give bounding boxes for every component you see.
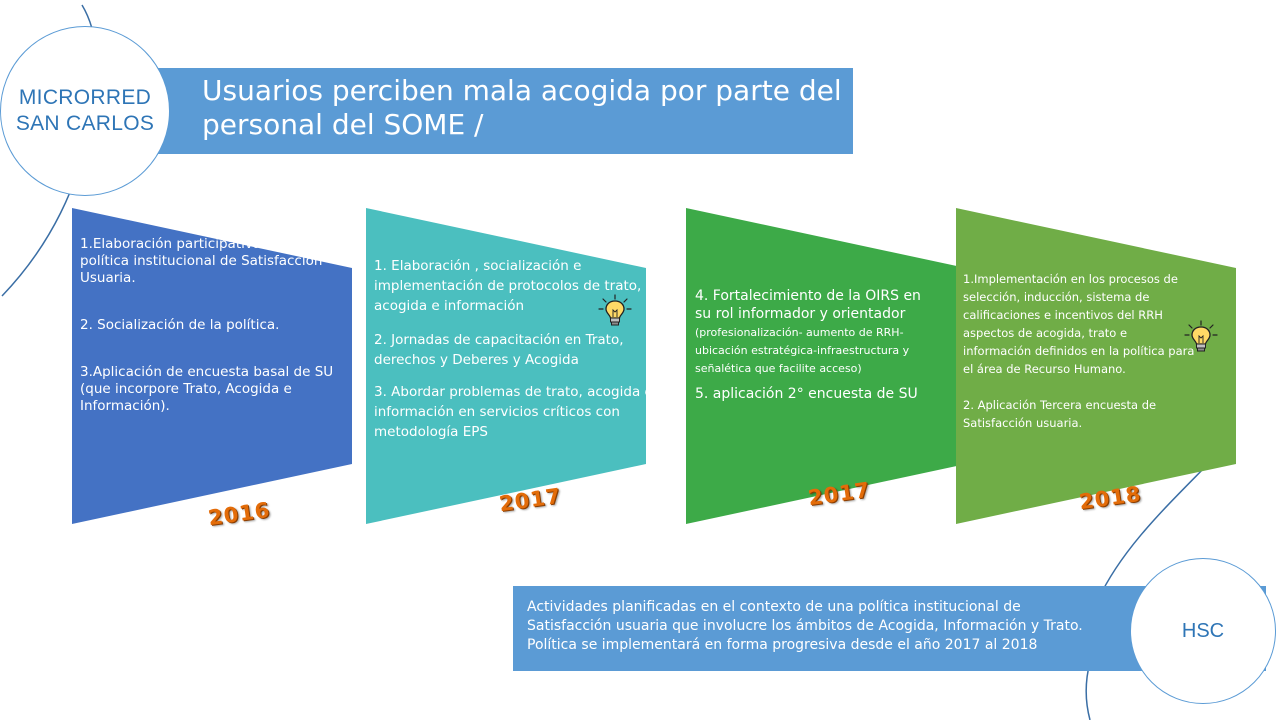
summary-line-1: Actividades planificadas en el contexto de una política institucional de bbox=[527, 599, 1021, 615]
year-label-2017a: 2017 bbox=[497, 483, 563, 517]
year-label-2018: 2018 bbox=[1077, 481, 1143, 515]
org-circle-badge bbox=[0, 26, 170, 196]
panel-2018-item-2: 2. Aplicación Tercera encuesta de Satisfacción usuaria. bbox=[963, 398, 1157, 430]
hsc-circle-badge bbox=[1130, 558, 1276, 704]
year-label-2017b: 2017 bbox=[806, 477, 872, 511]
panel-2017b-content bbox=[695, 287, 927, 403]
lightbulb-icon bbox=[1184, 320, 1218, 354]
panel-2017a-content bbox=[374, 256, 660, 442]
panel-2017b-item-2: 5. aplicación 2° encuesta de SU bbox=[695, 386, 918, 402]
panel-2016-item-1: 1.Elaboración participativa de un política institucional de Satisfacción Usuaria. bbox=[80, 236, 323, 286]
lightbulb-icon bbox=[598, 294, 632, 328]
panel-2017a-item-1: 1. Elaboración , socialización e implementación de protocolos de trato, acogida e información bbox=[374, 258, 642, 314]
summary-line-3: Política se implementará en forma progresiva desde el año 2017 al 2018 bbox=[527, 637, 1038, 653]
panel-2017a-item-3: 3. Abordar problemas de trato, acogida e información en servicios críticos con metodología EPS bbox=[374, 384, 653, 440]
hsc-label: HSC bbox=[1181, 619, 1225, 642]
org-label-line-1: MICRORRED bbox=[18, 86, 152, 109]
panel-2016-content bbox=[80, 236, 338, 415]
panel-2018-content bbox=[963, 270, 1195, 432]
panel-2018-item-1: 1.Implementación en los procesos de selección, inducción, sistema de calificaciones e incentivos del RRH aspectos de acogida, trato e información definidos en la política para el área de Recurso Humano. bbox=[963, 272, 1195, 376]
year-label-2016: 2016 bbox=[206, 497, 272, 531]
panel-2016-item-2: 2. Socialización de la política. bbox=[80, 317, 280, 333]
page-title bbox=[202, 74, 842, 142]
panel-2017b-item-1-main: 4. Fortalecimiento de la OIRS en su rol informador y orientador bbox=[695, 288, 921, 322]
summary-line-2: Satisfacción usuaria que involucre los ámbitos de Acogida, Información y Trato. bbox=[527, 618, 1083, 634]
summary-text bbox=[527, 598, 1137, 655]
title-line-1: Usuarios perciben mala acogida por parte del bbox=[202, 74, 842, 107]
panel-2017b-item-1-detail: (profesionalización- aumento de RRH- ubicación estratégica-infraestructura y señalética que facilite acceso) bbox=[695, 326, 910, 375]
title-line-2: personal del SOME / bbox=[202, 108, 484, 141]
org-label-line-2: SAN CARLOS bbox=[15, 112, 155, 135]
panel-2017a-item-2: 2. Jornadas de capacitación en Trato, derechos y Deberes y Acogida bbox=[374, 332, 624, 368]
panel-2016-item-3: 3.Aplicación de encuesta basal de SU (que incorpore Trato, Acogida e Información). bbox=[80, 364, 334, 414]
